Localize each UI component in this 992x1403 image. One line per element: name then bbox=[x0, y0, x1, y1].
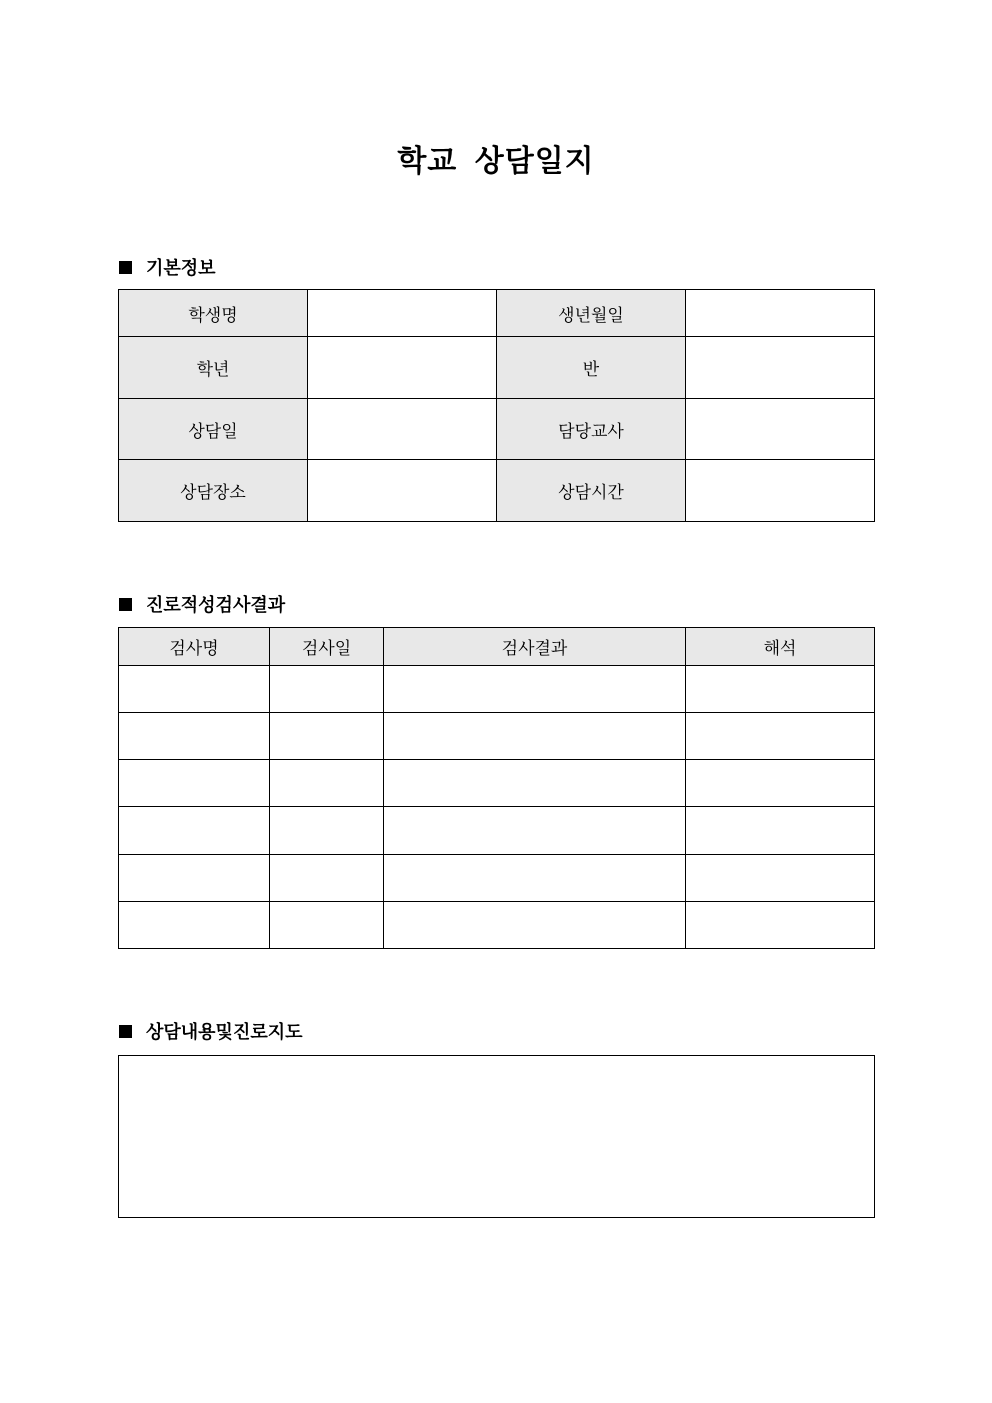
table-row bbox=[119, 902, 875, 949]
test-date-cell[interactable] bbox=[270, 760, 384, 807]
teacher-field[interactable] bbox=[686, 399, 875, 460]
test-result-cell[interactable] bbox=[384, 713, 686, 760]
column-header: 검사명 bbox=[119, 628, 270, 666]
counseling-place-field[interactable] bbox=[308, 460, 497, 522]
counseling-content-box[interactable] bbox=[118, 1055, 875, 1218]
table-row bbox=[119, 713, 875, 760]
aptitude-heading-label: 진로적성검사결과 bbox=[146, 595, 286, 616]
page-title: 학교 상담일지 bbox=[397, 144, 595, 179]
test-name-cell[interactable] bbox=[119, 807, 270, 855]
test-date-cell[interactable] bbox=[270, 713, 384, 760]
aptitude-header-row bbox=[119, 628, 875, 666]
grade-label: 학년 bbox=[119, 337, 308, 399]
table-row bbox=[119, 760, 875, 807]
aptitude-heading bbox=[119, 591, 285, 617]
column-header: 검사결과 bbox=[384, 628, 686, 666]
test-result-cell[interactable] bbox=[384, 666, 686, 713]
test-result-cell[interactable] bbox=[384, 902, 686, 949]
basic-info-row bbox=[119, 399, 875, 460]
table-row bbox=[119, 807, 875, 855]
student-name-field[interactable] bbox=[308, 290, 497, 337]
square-bullet-icon bbox=[119, 261, 132, 274]
test-name-cell[interactable] bbox=[119, 666, 270, 713]
test-name-cell[interactable] bbox=[119, 902, 270, 949]
basic-info-row bbox=[119, 460, 875, 522]
interpretation-cell[interactable] bbox=[686, 855, 875, 902]
counseling-date-label: 상담일 bbox=[119, 399, 308, 460]
interpretation-cell[interactable] bbox=[686, 666, 875, 713]
test-date-cell[interactable] bbox=[270, 666, 384, 713]
test-date-cell[interactable] bbox=[270, 902, 384, 949]
basic-info-heading-label: 기본정보 bbox=[146, 258, 216, 279]
student-name-label: 학생명 bbox=[119, 290, 308, 337]
test-date-cell[interactable] bbox=[270, 855, 384, 902]
counseling-heading-label: 상담내용및진로지도 bbox=[146, 1022, 303, 1043]
test-date-cell[interactable] bbox=[270, 807, 384, 855]
square-bullet-icon bbox=[119, 598, 132, 611]
test-name-cell[interactable] bbox=[119, 760, 270, 807]
class-field[interactable] bbox=[686, 337, 875, 399]
test-name-cell[interactable] bbox=[119, 713, 270, 760]
test-result-cell[interactable] bbox=[384, 760, 686, 807]
aptitude-table bbox=[118, 627, 875, 949]
column-header: 해석 bbox=[686, 628, 875, 666]
counseling-time-field[interactable] bbox=[686, 460, 875, 522]
interpretation-cell[interactable] bbox=[686, 807, 875, 855]
test-result-cell[interactable] bbox=[384, 807, 686, 855]
counseling-time-label: 상담시간 bbox=[497, 460, 686, 522]
interpretation-cell[interactable] bbox=[686, 713, 875, 760]
table-row bbox=[119, 855, 875, 902]
basic-info-row bbox=[119, 337, 875, 399]
counseling-date-field[interactable] bbox=[308, 399, 497, 460]
counseling-heading bbox=[119, 1018, 303, 1044]
test-name-cell[interactable] bbox=[119, 855, 270, 902]
basic-info-table bbox=[118, 289, 875, 522]
interpretation-cell[interactable] bbox=[686, 902, 875, 949]
teacher-label: 담당교사 bbox=[497, 399, 686, 460]
basic-info-heading bbox=[119, 254, 216, 280]
square-bullet-icon bbox=[119, 1025, 132, 1038]
class-label: 반 bbox=[497, 337, 686, 399]
counseling-place-label: 상담장소 bbox=[119, 460, 308, 522]
test-result-cell[interactable] bbox=[384, 855, 686, 902]
basic-info-row bbox=[119, 290, 875, 337]
column-header: 검사일 bbox=[270, 628, 384, 666]
table-row bbox=[119, 666, 875, 713]
birthdate-field[interactable] bbox=[686, 290, 875, 337]
birthdate-label: 생년월일 bbox=[497, 290, 686, 337]
interpretation-cell[interactable] bbox=[686, 760, 875, 807]
grade-field[interactable] bbox=[308, 337, 497, 399]
